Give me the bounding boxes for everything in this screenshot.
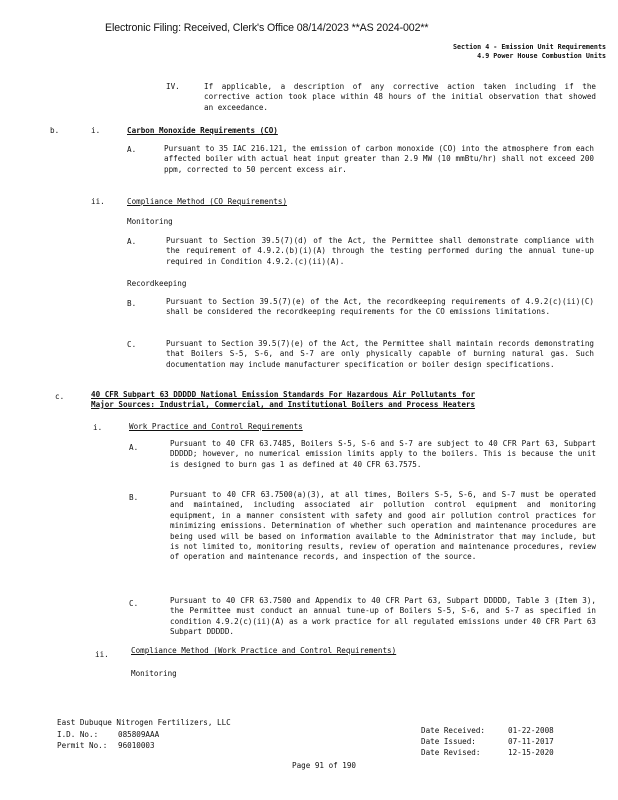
section-c-i-roman: i. — [93, 423, 103, 432]
section-c-i-item-a-label: A. — [129, 443, 139, 452]
section-c-ii-heading: Compliance Method (Work Practice and Control Requirements) — [131, 646, 397, 655]
section-b-ii-roman: ii. — [91, 197, 105, 206]
page-number: Page 91 of 190 — [292, 761, 357, 770]
recordkeeping-label: Recordkeeping — [127, 279, 187, 288]
footer-issued-value: 07-11-2017 — [508, 737, 554, 746]
section-c-i-item-c-label: C. — [129, 599, 139, 608]
section-header-line2: 4.9 Power House Combustion Units — [477, 52, 606, 60]
footer-permit-label: Permit No.: — [57, 741, 108, 750]
section-c-heading-line1: 40 CFR Subpart 63 DDDDD National Emission Standards For Hazardous Air Pollutants for — [91, 390, 476, 399]
item-iv-text: If applicable, a description of any corrective action taken including if the corrective action took place within 48 hours of the initial observation that showed an exceedance. — [204, 82, 596, 112]
section-c-i-item-b-label: B. — [129, 493, 139, 502]
section-b-ii-item-b-text: Pursuant to Section 39.5(7)(e) of the Act, the recordkeeping requirements of 4.9.2(c)(ii)(C) shall be considered the recordkeeping requirements for the CO emissions limitations. — [166, 297, 594, 317]
item-iv-label: IV. — [166, 82, 180, 91]
footer-received-value: 01-22-2008 — [508, 726, 554, 735]
footer-received-label: Date Received: — [421, 726, 486, 735]
filing-banner: Electronic Filing: Received, Clerk's Office 08/14/2023 **AS 2024-002** — [105, 22, 429, 34]
section-b-heading: Carbon Monoxide Requirements (CO) — [127, 126, 278, 135]
section-c-i-item-a-text: Pursuant to 40 CFR 63.7485, Boilers S-5, S-6 and S-7 are subject to 40 CFR Part 63, Subpart DDDDD; however, no numerical emission limits apply to the boilers. This is because the unit is designed to burn gas 1 as defined at 40 CFR 63.7575. — [170, 439, 596, 469]
section-b-ii-item-b-label: B. — [127, 299, 137, 308]
section-c-ii-monitoring: Monitoring — [131, 669, 177, 678]
section-b-letter: b. — [50, 126, 60, 135]
section-b-roman: i. — [91, 126, 101, 135]
footer-revised-value: 12-15-2020 — [508, 748, 554, 757]
section-c-letter: c. — [55, 392, 65, 401]
footer-id-label: I.D. No.: — [57, 730, 99, 739]
section-b-item-a-label: A. — [127, 145, 137, 154]
section-header — [453, 43, 606, 61]
section-c-i-item-c-text: Pursuant to 40 CFR 63.7500 and Appendix to 40 CFR Part 63, Subpart DDDDD, Table 3 (Item 3), the Permittee must conduct an annual tune-up of Boilers S-5, S-6, and S-7 as specified in condition 4.9.2(c)(ii)(A) as a work practice for all regulated emissions under 40 CFR Part 63 Subpart DDDDD. — [170, 596, 596, 637]
section-c-i-heading: Work Practice and Control Requirements — [129, 422, 303, 431]
section-b-item-a-text: Pursuant to 35 IAC 216.121, the emission of carbon monoxide (CO) into the atmosphere from each affected boiler with actual heat input greater than 2.9 MW (10 mmBtu/hr) shall not exceed 200 ppm, corrected to 50 percent excess air. — [164, 144, 594, 174]
section-b-ii-heading: Compliance Method (CO Requirements) — [127, 197, 288, 206]
footer-company: East Dubuque Nitrogen Fertilizers, LLC — [57, 718, 231, 727]
section-c-ii-roman: ii. — [95, 650, 109, 659]
footer-id-value: 085809AAA — [118, 730, 160, 739]
section-c-heading-line2: Major Sources: Industrial, Commercial, and Institutional Boilers and Process Heaters — [91, 400, 476, 409]
section-b-ii-item-c-text: Pursuant to Section 39.5(7)(e) of the Act, the Permittee shall maintain records demonstrating that Boilers S-5, S-6, and S-7 are only physically capable of burning natural gas. Such documentation may include manufacturer specification or boiler design specifications. — [166, 339, 594, 369]
section-b-ii-item-a-label: A. — [127, 237, 137, 246]
section-header-line1: Section 4 - Emission Unit Requirements — [453, 43, 606, 51]
footer-permit-value: 96010003 — [118, 741, 155, 750]
section-c-i-item-b-text: Pursuant to 40 CFR 63.7500(a)(3), at all times, Boilers S-5, S-6, and S-7 must be operated and maintained, including associated air pollution control equipment and monitoring equipment, in a manner consistent with safety and good air pollution control practices for minimizing emissions. Determination of whether such operation and maintenance procedures are being used will be based on information available to the Administrator that may include, but is not limited to, monitoring results, review of operation and maintenance procedures, review of operation and maintenance records, and inspection of the source. — [170, 490, 596, 562]
section-b-ii-item-a-text: Pursuant to Section 39.5(7)(d) of the Act, the Permittee shall demonstrate compliance with the requirement of 4.9.2.(b)(i)(A) through the testing performed during the annual tune-up required in Condition 4.9.2.(c)(ii)(A). — [166, 236, 594, 266]
footer-revised-label: Date Revised: — [421, 748, 481, 757]
footer-issued-label: Date Issued: — [421, 737, 476, 746]
section-b-ii-item-c-label: C. — [127, 340, 137, 349]
monitoring-label: Monitoring — [127, 217, 173, 226]
